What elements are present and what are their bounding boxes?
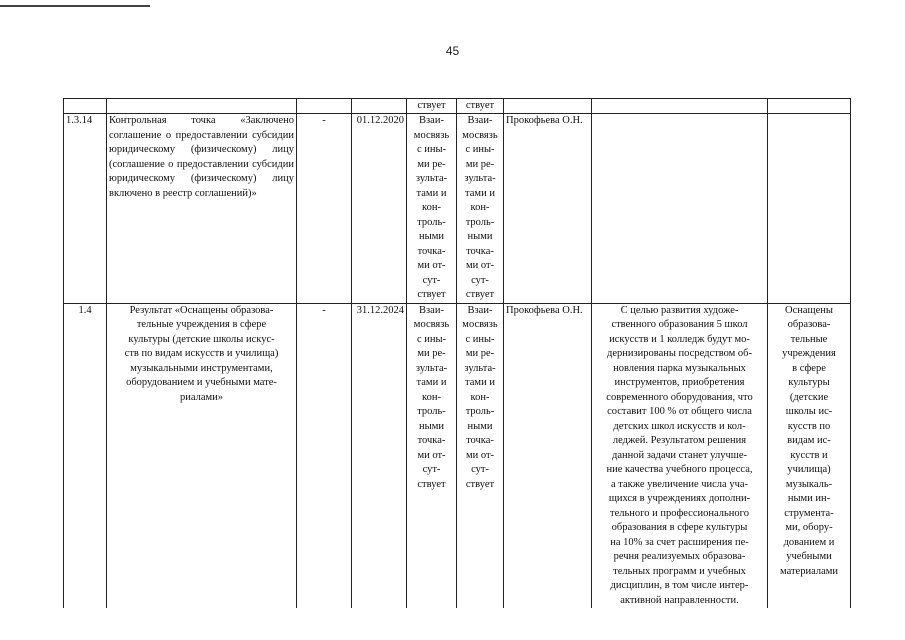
scan-corner-mark [0, 0, 150, 7]
cell-empty [768, 99, 851, 114]
cell-number: 1.3.14 [64, 114, 107, 304]
cell-next-link: Взаи- мосвязь с ины- ми ре- зульта- тами и кон- троль- ными точка- ми от- сут- ствует [457, 114, 504, 304]
cell-next-continued: ствует [457, 99, 504, 114]
cell-prev-link: Взаи- мосвязь с ины- ми ре- зульта- тами и кон- троль- ными точка- ми от- сут- ствует [407, 114, 457, 304]
cell-prev-link: Взаи- мосвязь с ины- ми ре- зульта- тами и кон- троль- ными точка- ми от- сут- ствует [407, 303, 457, 608]
cell-result: Оснащены образова- тельные учреждения в сфере культуры (детские школы ис- кусств по видам ис- кусств и училища) музыкаль- ными ин- струмента- ми, обору- дованием и учебными материалами [768, 303, 851, 608]
cell-name: Результат «Оснащены образова- тельные учреждения в сфере культуры (детские школы искус- ств по видам искусств и училища) музыкальными инструментами, оборудованием и учебными мате- риалами» [107, 303, 297, 608]
table-row [64, 114, 851, 304]
cell-description: С целью развития художе- ственного образования 5 школ искусств и 1 колледж будут мо- дернизированы посредством об- новления парка музыкальных инструментов, приобретения современного оборудования, что составит 100 % от общего числа детских школ искусств и кол- леджей. Результатом решения данной задачи станет улучше- ние качества учебного процесса, а также увеличение числа уча- щихся в учреждениях дополни- тельного и профессионального образования в сфере культуры на 10% за счет расширения пе- речня реализуемых образова- тельных программ и учебных дисциплин, в том числе интер- активной направленности. [592, 303, 768, 608]
cell-responsible: Прокофьева О.Н. [504, 114, 592, 304]
cell-start: - [297, 303, 352, 608]
cell-description [592, 114, 768, 304]
table-row-continued [64, 99, 851, 114]
cell-responsible: Прокофьева О.Н. [504, 303, 592, 608]
cell-empty [297, 99, 352, 114]
cell-result [768, 114, 851, 304]
cell-empty [64, 99, 107, 114]
cell-empty [107, 99, 297, 114]
cell-empty [352, 99, 407, 114]
plan-table [63, 98, 851, 608]
cell-number: 1.4 [64, 303, 107, 608]
page-number: 45 [445, 44, 460, 58]
cell-prev-continued: ствует [407, 99, 457, 114]
cell-date: 01.12.2020 [352, 114, 407, 304]
cell-empty [592, 99, 768, 114]
cell-name: Контрольная точка «Заключено соглашение о предоставлении субсидии юридическому (физическому) лицу (соглашение о предоставлении субсидии юридическому (физическому) лицу включено в реестр соглашений)» [107, 114, 297, 304]
cell-empty [504, 99, 592, 114]
table-row [64, 303, 851, 608]
cell-next-link: Взаи- мосвязь с ины- ми ре- зульта- тами и кон- троль- ными точка- ми от- сут- ствует [457, 303, 504, 608]
cell-start: - [297, 114, 352, 304]
cell-date: 31.12.2024 [352, 303, 407, 608]
